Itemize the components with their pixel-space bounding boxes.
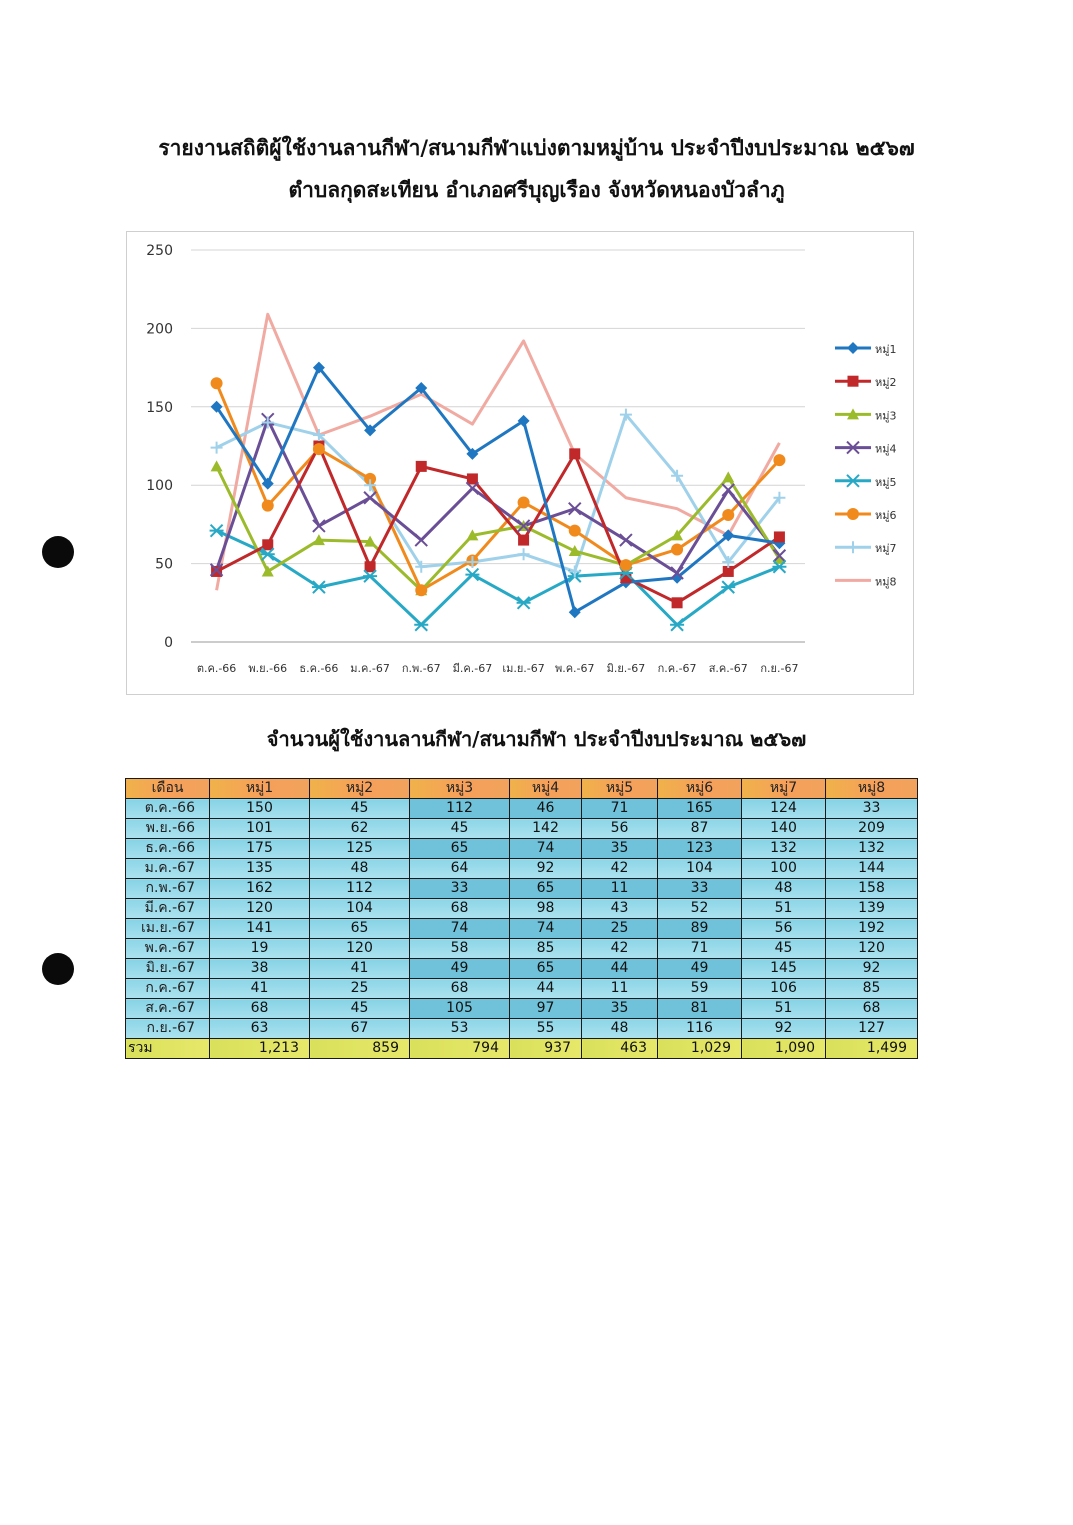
table-row: [126, 979, 918, 999]
table-cell: 98: [510, 899, 582, 919]
data-table: [125, 778, 918, 1059]
table-cell: 120: [310, 939, 410, 959]
table-cell: 85: [510, 939, 582, 959]
data-point: [211, 566, 222, 577]
punch-hole-top: [42, 536, 74, 568]
column-header-village-5: หมู่5: [582, 779, 658, 799]
data-point: [312, 581, 326, 593]
table-cell: 141: [210, 919, 310, 939]
data-point: [847, 508, 859, 520]
table-cell: 104: [658, 859, 742, 879]
y-tick-label: 150: [146, 399, 173, 416]
table-row: [126, 879, 918, 899]
data-point: [210, 525, 224, 537]
data-point: [620, 534, 632, 546]
table-cell: 11: [582, 879, 658, 899]
column-header-village-1: หมู่1: [210, 779, 310, 799]
data-point: [773, 454, 785, 466]
table-cell: 209: [826, 819, 918, 839]
table-cell: 89: [658, 919, 742, 939]
table-cell: 112: [410, 799, 510, 819]
table-cell: 33: [658, 879, 742, 899]
chart-svg: [127, 232, 913, 694]
y-tick-label: 250: [146, 243, 173, 259]
data-point: [847, 541, 859, 553]
table-cell: 43: [582, 899, 658, 919]
y-tick-label: 0: [164, 635, 173, 651]
x-tick-label: ต.ค.-66: [196, 662, 237, 675]
table-cell: 112: [310, 879, 410, 899]
table-cell: 41: [310, 959, 410, 979]
data-point: [671, 543, 683, 555]
row-month-label: พ.ค.-67: [126, 939, 210, 959]
table-cell: 175: [210, 839, 310, 859]
row-month-label: มิ.ย.-67: [126, 959, 210, 979]
table-cell: 132: [826, 839, 918, 859]
data-point: [670, 619, 684, 631]
table-cell: 100: [742, 859, 826, 879]
data-point: [569, 448, 580, 459]
table-cell: 38: [210, 959, 310, 979]
data-point: [262, 565, 274, 576]
row-month-label: ม.ค.-67: [126, 859, 210, 879]
x-tick-label: มิ.ย.-67: [606, 662, 646, 675]
x-tick-label: ธ.ค.-66: [299, 662, 339, 675]
data-point: [211, 460, 223, 471]
table-cell: 92: [742, 1019, 826, 1039]
data-point: [722, 471, 734, 482]
row-month-label: ก.ย.-67: [126, 1019, 210, 1039]
table-row: [126, 839, 918, 859]
column-header-village-7: หมู่7: [742, 779, 826, 799]
table-cell: 53: [410, 1019, 510, 1039]
table-row: [126, 919, 918, 939]
table-cell: 162: [210, 879, 310, 899]
legend-label: หมู่1: [875, 343, 897, 356]
total-cell: 1,213: [210, 1039, 310, 1059]
total-cell: 463: [582, 1039, 658, 1059]
table-cell: 44: [582, 959, 658, 979]
table-cell: 51: [742, 899, 826, 919]
data-point: [774, 531, 785, 542]
table-cell: 65: [510, 879, 582, 899]
x-tick-label: ก.ย.-67: [760, 662, 799, 675]
table-cell: 120: [210, 899, 310, 919]
table-title: จำนวนผู้ใช้งานลานกีฬา/สนามกีฬา ประจำปีงบประมาณ ๒๕๖๗: [266, 727, 807, 751]
total-cell: 937: [510, 1039, 582, 1059]
punch-hole-bottom: [42, 953, 74, 985]
data-point: [721, 581, 735, 593]
data-point: [364, 492, 376, 504]
table-cell: 123: [658, 839, 742, 859]
table-cell: 63: [210, 1019, 310, 1039]
data-point: [620, 559, 632, 571]
row-month-label: มี.ค.-67: [126, 899, 210, 919]
data-point: [313, 520, 325, 532]
table-cell: 44: [510, 979, 582, 999]
line-chart: [126, 231, 914, 695]
data-point: [211, 377, 223, 389]
table-cell: 45: [410, 819, 510, 839]
data-point: [262, 539, 273, 550]
table-cell: 192: [826, 919, 918, 939]
data-point: [518, 535, 529, 546]
data-point: [416, 461, 427, 472]
legend-label: หมู่7: [875, 542, 897, 556]
table-cell: 92: [826, 959, 918, 979]
table-cell: 58: [410, 939, 510, 959]
table-cell: 127: [826, 1019, 918, 1039]
table-cell: 124: [742, 799, 826, 819]
x-tick-label: ส.ค.-67: [708, 662, 748, 675]
table-row: [126, 939, 918, 959]
data-point: [262, 500, 274, 512]
data-point: [211, 442, 223, 454]
table-cell: 92: [510, 859, 582, 879]
data-point: [467, 473, 478, 484]
table-cell: 74: [510, 919, 582, 939]
column-header-village-8: หมู่8: [826, 779, 918, 799]
table-cell: 105: [410, 999, 510, 1019]
data-point: [518, 496, 530, 508]
table-cell: 71: [582, 799, 658, 819]
row-month-label: ส.ค.-67: [126, 999, 210, 1019]
report-subtitle: ตำบลกุดสะเทียน อำเภอศรีบุญเรือง จังหวัดหนองบัวลำภู: [288, 178, 785, 202]
total-cell: 859: [310, 1039, 410, 1059]
table-cell: 85: [826, 979, 918, 999]
table-cell: 65: [310, 919, 410, 939]
y-tick-label: 50: [155, 556, 173, 573]
column-header-village-3: หมู่3: [410, 779, 510, 799]
table-cell: 68: [210, 999, 310, 1019]
table-cell: 68: [410, 899, 510, 919]
table-cell: 139: [826, 899, 918, 919]
table-cell: 49: [658, 959, 742, 979]
table-cell: 25: [582, 919, 658, 939]
table-cell: 25: [310, 979, 410, 999]
table-cell: 45: [742, 939, 826, 959]
table-row: [126, 999, 918, 1019]
legend-label: หมู่3: [875, 409, 897, 423]
x-tick-label: เม.ย.-67: [502, 662, 545, 675]
table-row: [126, 859, 918, 879]
table-cell: 145: [742, 959, 826, 979]
legend-label: หมู่8: [875, 575, 897, 589]
table-cell: 52: [658, 899, 742, 919]
table-cell: 125: [310, 839, 410, 859]
table-row: [126, 899, 918, 919]
column-header-village-2: หมู่2: [310, 779, 410, 799]
table-cell: 64: [410, 859, 510, 879]
table-cell: 67: [310, 1019, 410, 1039]
table-cell: 62: [310, 819, 410, 839]
legend-label: หมู่2: [875, 376, 897, 390]
total-cell: 1,090: [742, 1039, 826, 1059]
row-month-label: ต.ค.-66: [126, 799, 210, 819]
table-cell: 33: [410, 879, 510, 899]
table-cell: 135: [210, 859, 310, 879]
table-cell: 87: [658, 819, 742, 839]
table-cell: 158: [826, 879, 918, 899]
data-point: [414, 619, 428, 631]
x-tick-label: ก.ค.-67: [657, 662, 697, 675]
row-month-label: พ.ย.-66: [126, 819, 210, 839]
y-tick-label: 100: [146, 478, 173, 495]
x-tick-label: พ.ค.-67: [554, 662, 595, 675]
data-point: [672, 597, 683, 608]
data-point: [569, 606, 581, 618]
table-cell: 48: [310, 859, 410, 879]
data-point: [465, 569, 479, 581]
data-point: [415, 584, 427, 596]
table-cell: 56: [742, 919, 826, 939]
row-month-label: ก.พ.-67: [126, 879, 210, 899]
table-cell: 106: [742, 979, 826, 999]
table-cell: 35: [582, 839, 658, 859]
table-cell: 68: [826, 999, 918, 1019]
legend-label: หมู่4: [875, 442, 897, 456]
table-cell: 65: [410, 839, 510, 859]
table-cell: 49: [410, 959, 510, 979]
report-title: รายงานสถิติผู้ใช้งานลานกีฬา/สนามกีฬาแบ่งตามหมู่บ้าน ประจำปีงบประมาณ ๒๕๖๗: [158, 136, 915, 160]
column-header-village-6: หมู่6: [658, 779, 742, 799]
table-cell: 65: [510, 959, 582, 979]
data-point: [518, 548, 530, 560]
data-point: [846, 475, 860, 487]
x-tick-label: ก.พ.-67: [401, 662, 441, 675]
table-header-row: [126, 779, 918, 799]
table-cell: 140: [742, 819, 826, 839]
table-cell: 35: [582, 999, 658, 1019]
table-cell: 56: [582, 819, 658, 839]
table-cell: 42: [582, 859, 658, 879]
table-row: [126, 959, 918, 979]
table-cell: 144: [826, 859, 918, 879]
table-cell: 74: [510, 839, 582, 859]
table-cell: 48: [582, 1019, 658, 1039]
table-cell: 142: [510, 819, 582, 839]
table-cell: 41: [210, 979, 310, 999]
column-header-village-4: หมู่4: [510, 779, 582, 799]
table-cell: 132: [742, 839, 826, 859]
y-tick-label: 200: [146, 321, 173, 338]
total-cell: 794: [410, 1039, 510, 1059]
x-tick-label: มี.ค.-67: [452, 662, 493, 675]
total-cell: 1,029: [658, 1039, 742, 1059]
table-cell: 46: [510, 799, 582, 819]
table-row: [126, 819, 918, 839]
data-point: [847, 342, 859, 354]
table-cell: 48: [742, 879, 826, 899]
row-month-label: เม.ย.-67: [126, 919, 210, 939]
x-tick-label: ม.ค.-67: [350, 662, 390, 675]
data-point: [313, 443, 325, 455]
table-row: [126, 1019, 918, 1039]
x-tick-label: พ.ย.-66: [248, 662, 288, 675]
table-cell: 81: [658, 999, 742, 1019]
data-point: [569, 525, 581, 537]
table-cell: 120: [826, 939, 918, 959]
table-cell: 33: [826, 799, 918, 819]
table-cell: 42: [582, 939, 658, 959]
table-cell: 68: [410, 979, 510, 999]
table-cell: 150: [210, 799, 310, 819]
data-point: [722, 509, 734, 521]
series-line: [217, 314, 780, 590]
legend-label: หมู่6: [875, 509, 897, 522]
data-point: [517, 597, 531, 609]
table-cell: 59: [658, 979, 742, 999]
table-cell: 55: [510, 1019, 582, 1039]
table-total-row: [126, 1039, 918, 1059]
table-cell: 97: [510, 999, 582, 1019]
data-point: [365, 561, 376, 572]
column-header-month: เดือน: [126, 779, 210, 799]
data-point: [722, 484, 734, 496]
table-cell: 71: [658, 939, 742, 959]
row-month-label: ก.ค.-67: [126, 979, 210, 999]
table-cell: 116: [658, 1019, 742, 1039]
table-cell: 165: [658, 799, 742, 819]
table-cell: 19: [210, 939, 310, 959]
table-cell: 101: [210, 819, 310, 839]
table-cell: 45: [310, 799, 410, 819]
table-cell: 74: [410, 919, 510, 939]
data-point: [415, 534, 427, 546]
data-point: [848, 376, 859, 387]
table-cell: 51: [742, 999, 826, 1019]
table-cell: 45: [310, 999, 410, 1019]
table-cell: 104: [310, 899, 410, 919]
total-cell: 1,499: [826, 1039, 918, 1059]
table-row: [126, 799, 918, 819]
table-cell: 11: [582, 979, 658, 999]
legend-label: หมู่5: [875, 475, 897, 489]
total-label: รวม: [126, 1039, 210, 1059]
row-month-label: ธ.ค.-66: [126, 839, 210, 859]
